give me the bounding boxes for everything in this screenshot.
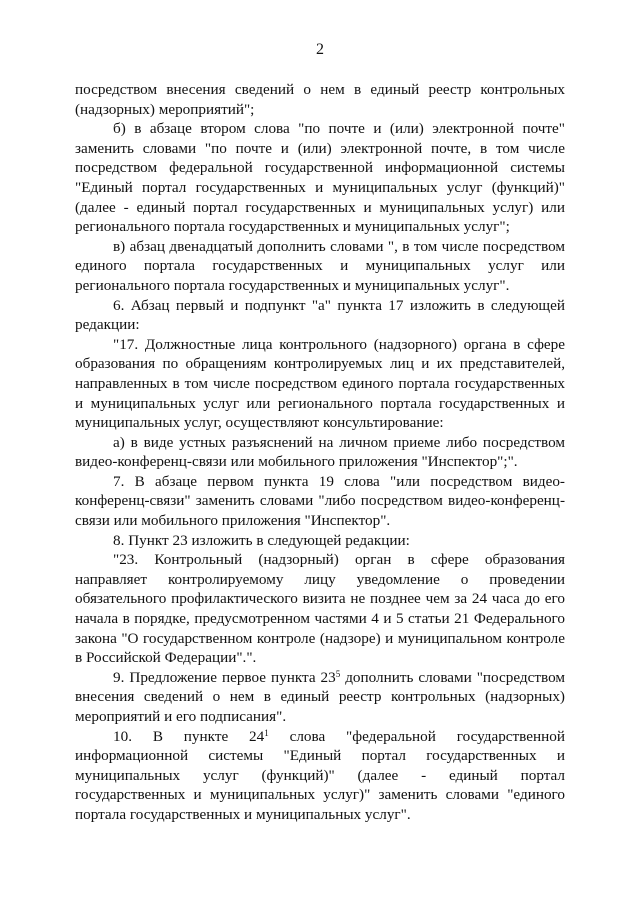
- paragraph-point-23-text: "23. Контрольный (надзорный) орган в сфере образования направляет контролируемому лицу уведомление о проведении обязательного профилактического визита не позднее чем за 24 часа до его начала в порядке, предусмотренном частями 4 и 5 статьи 21 Федерального закона "О государственном контроле (надзоре) и муниципальном контроле в Российской Федерации".".: [75, 551, 565, 667]
- paragraph-item-b: б) в абзаце втором слова "по почте и (или) электронной почте" заменить словами "по почте и (или) электронной почте, в том числе посредством федеральной государственной информационной системы "Единый портал государственных и муниципальных услуг (функций)" (далее - единый портал государственных и муниципальных услуг) или регионального портала государственных и муниципальных услуг";: [75, 120, 565, 236]
- superscript: 5: [335, 668, 341, 679]
- paragraph-point-8: 8. Пункт 23 изложить в следующей редакции:: [113, 531, 410, 549]
- paragraph-point-17-text: "17. Должностные лица контрольного (надзорного) органа в сфере образования по обращениям контролируемых лиц и их представителей, направленных в том числе посредством единого портала государственных и муниципальных услуг или регионального портала государственных и муниципальных услуг, осуществляют консультирование:: [75, 335, 565, 432]
- paragraph-point-9-end: дополнить словами "посредством внесения сведений о нем в единый реестр контрольных (надзорных) мероприятий и его подписания".: [75, 668, 565, 725]
- page-number: 2: [316, 41, 324, 58]
- paragraph-subpoint-a: а) в виде устных разъяснений на личном приеме либо посредством видео-конференц-связи или мобильного приложения "Инспектор";".: [75, 433, 565, 471]
- paragraph-point-9: [75, 668, 565, 727]
- paragraph-point-10-end: слова "федеральной государственной информационной системы "Единый портал государственных и муниципальных услуг (функций)" (далее - единый портал государственных и муниципальных услуг)" заменить словами "единого портала государственных и муниципальных услуг".: [75, 727, 565, 823]
- paragraph-continuation: посредством внесения сведений о нем в единый реестр контрольных (надзорных) мероприятий";: [75, 81, 565, 118]
- paragraph-point-9-start: 9. Предложение первое пункта 23: [113, 668, 336, 686]
- document-body: [75, 80, 565, 825]
- superscript: 1: [264, 727, 269, 738]
- paragraph-point-10-start: 10. В пункте 24: [113, 727, 265, 745]
- paragraph-point-6: 6. Абзац первый и подпункт "а" пункта 17 изложить в следующей редакции:: [75, 296, 565, 334]
- paragraph-point-10: [75, 727, 565, 825]
- paragraph-item-v: в) абзац двенадцатый дополнить словами ", в том числе посредством единого портала государственных и муниципальных услуг или регионального портала государственных и муниципальных услуг".: [75, 237, 565, 294]
- paragraph-point-7: 7. В абзаце первом пункта 19 слова "или посредством видео-конференц-связи" заменить словами "либо посредством видео-конференц-связи или мобильного приложения "Инспектор".: [75, 472, 565, 530]
